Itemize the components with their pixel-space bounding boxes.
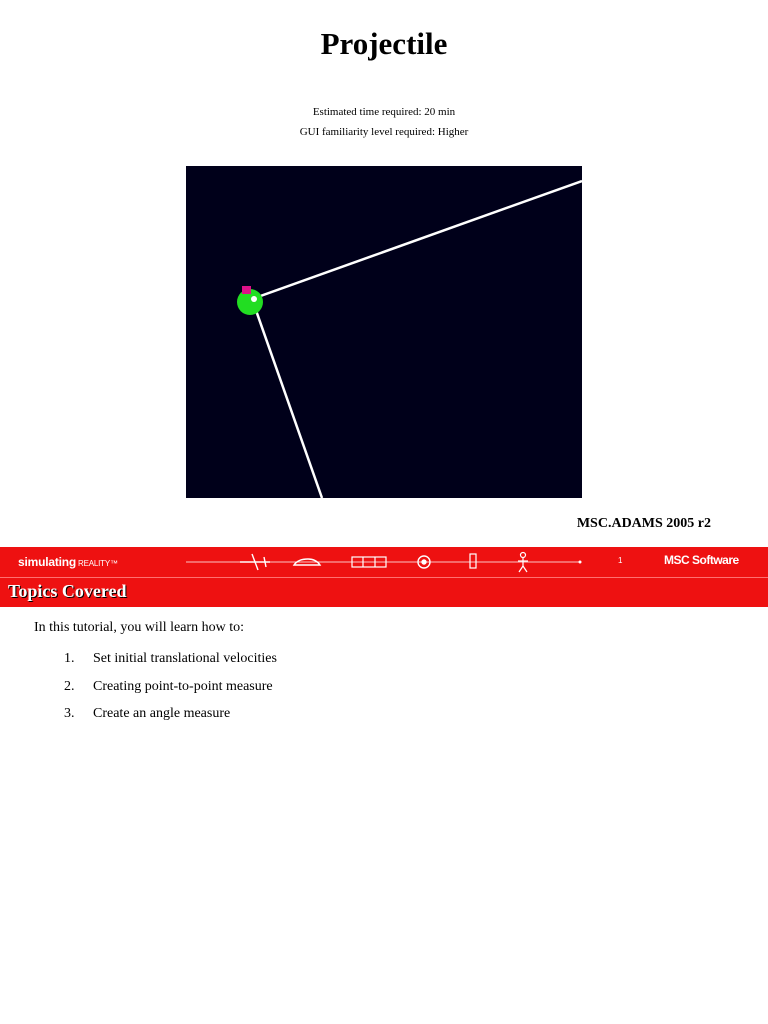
projectile-simulation-image [186, 166, 582, 498]
tagline-main: simulating [18, 555, 77, 569]
estimated-time: Estimated time required: 20 min [312, 106, 456, 118]
gui-familiarity-level: GUI familiarity level required: Higher [299, 126, 469, 138]
page-title: Projectile [320, 26, 448, 61]
origin-point [251, 296, 257, 302]
page-number: 1 [618, 556, 623, 565]
msc-software-logo: MSC Software [664, 553, 739, 567]
tagline [18, 555, 118, 569]
section-title: Topics Covered [8, 581, 127, 601]
banner-strip [0, 547, 768, 578]
list-item-text: Create an angle measure [93, 706, 231, 721]
section-banner [0, 547, 768, 607]
intro-text: In this tutorial, you will learn how to: [34, 620, 244, 635]
projectile-marker [242, 286, 251, 294]
software-version: MSC.ADAMS 2005 r2 [576, 516, 711, 531]
list-item-number: 1. [64, 651, 75, 666]
list-item-number: 3. [64, 706, 75, 721]
list-item-text: Creating point-to-point measure [93, 678, 273, 694]
phone-icon [470, 554, 476, 568]
list-item-text: Set initial translational velocities [93, 651, 277, 666]
airplane-icon [240, 554, 270, 570]
tagline-reality: REALITY™ [78, 559, 118, 568]
upper-path-line [252, 181, 582, 299]
vehicle-timeline-icon [186, 550, 586, 574]
lower-path-line [252, 299, 322, 498]
list-item-number: 2. [64, 678, 75, 694]
